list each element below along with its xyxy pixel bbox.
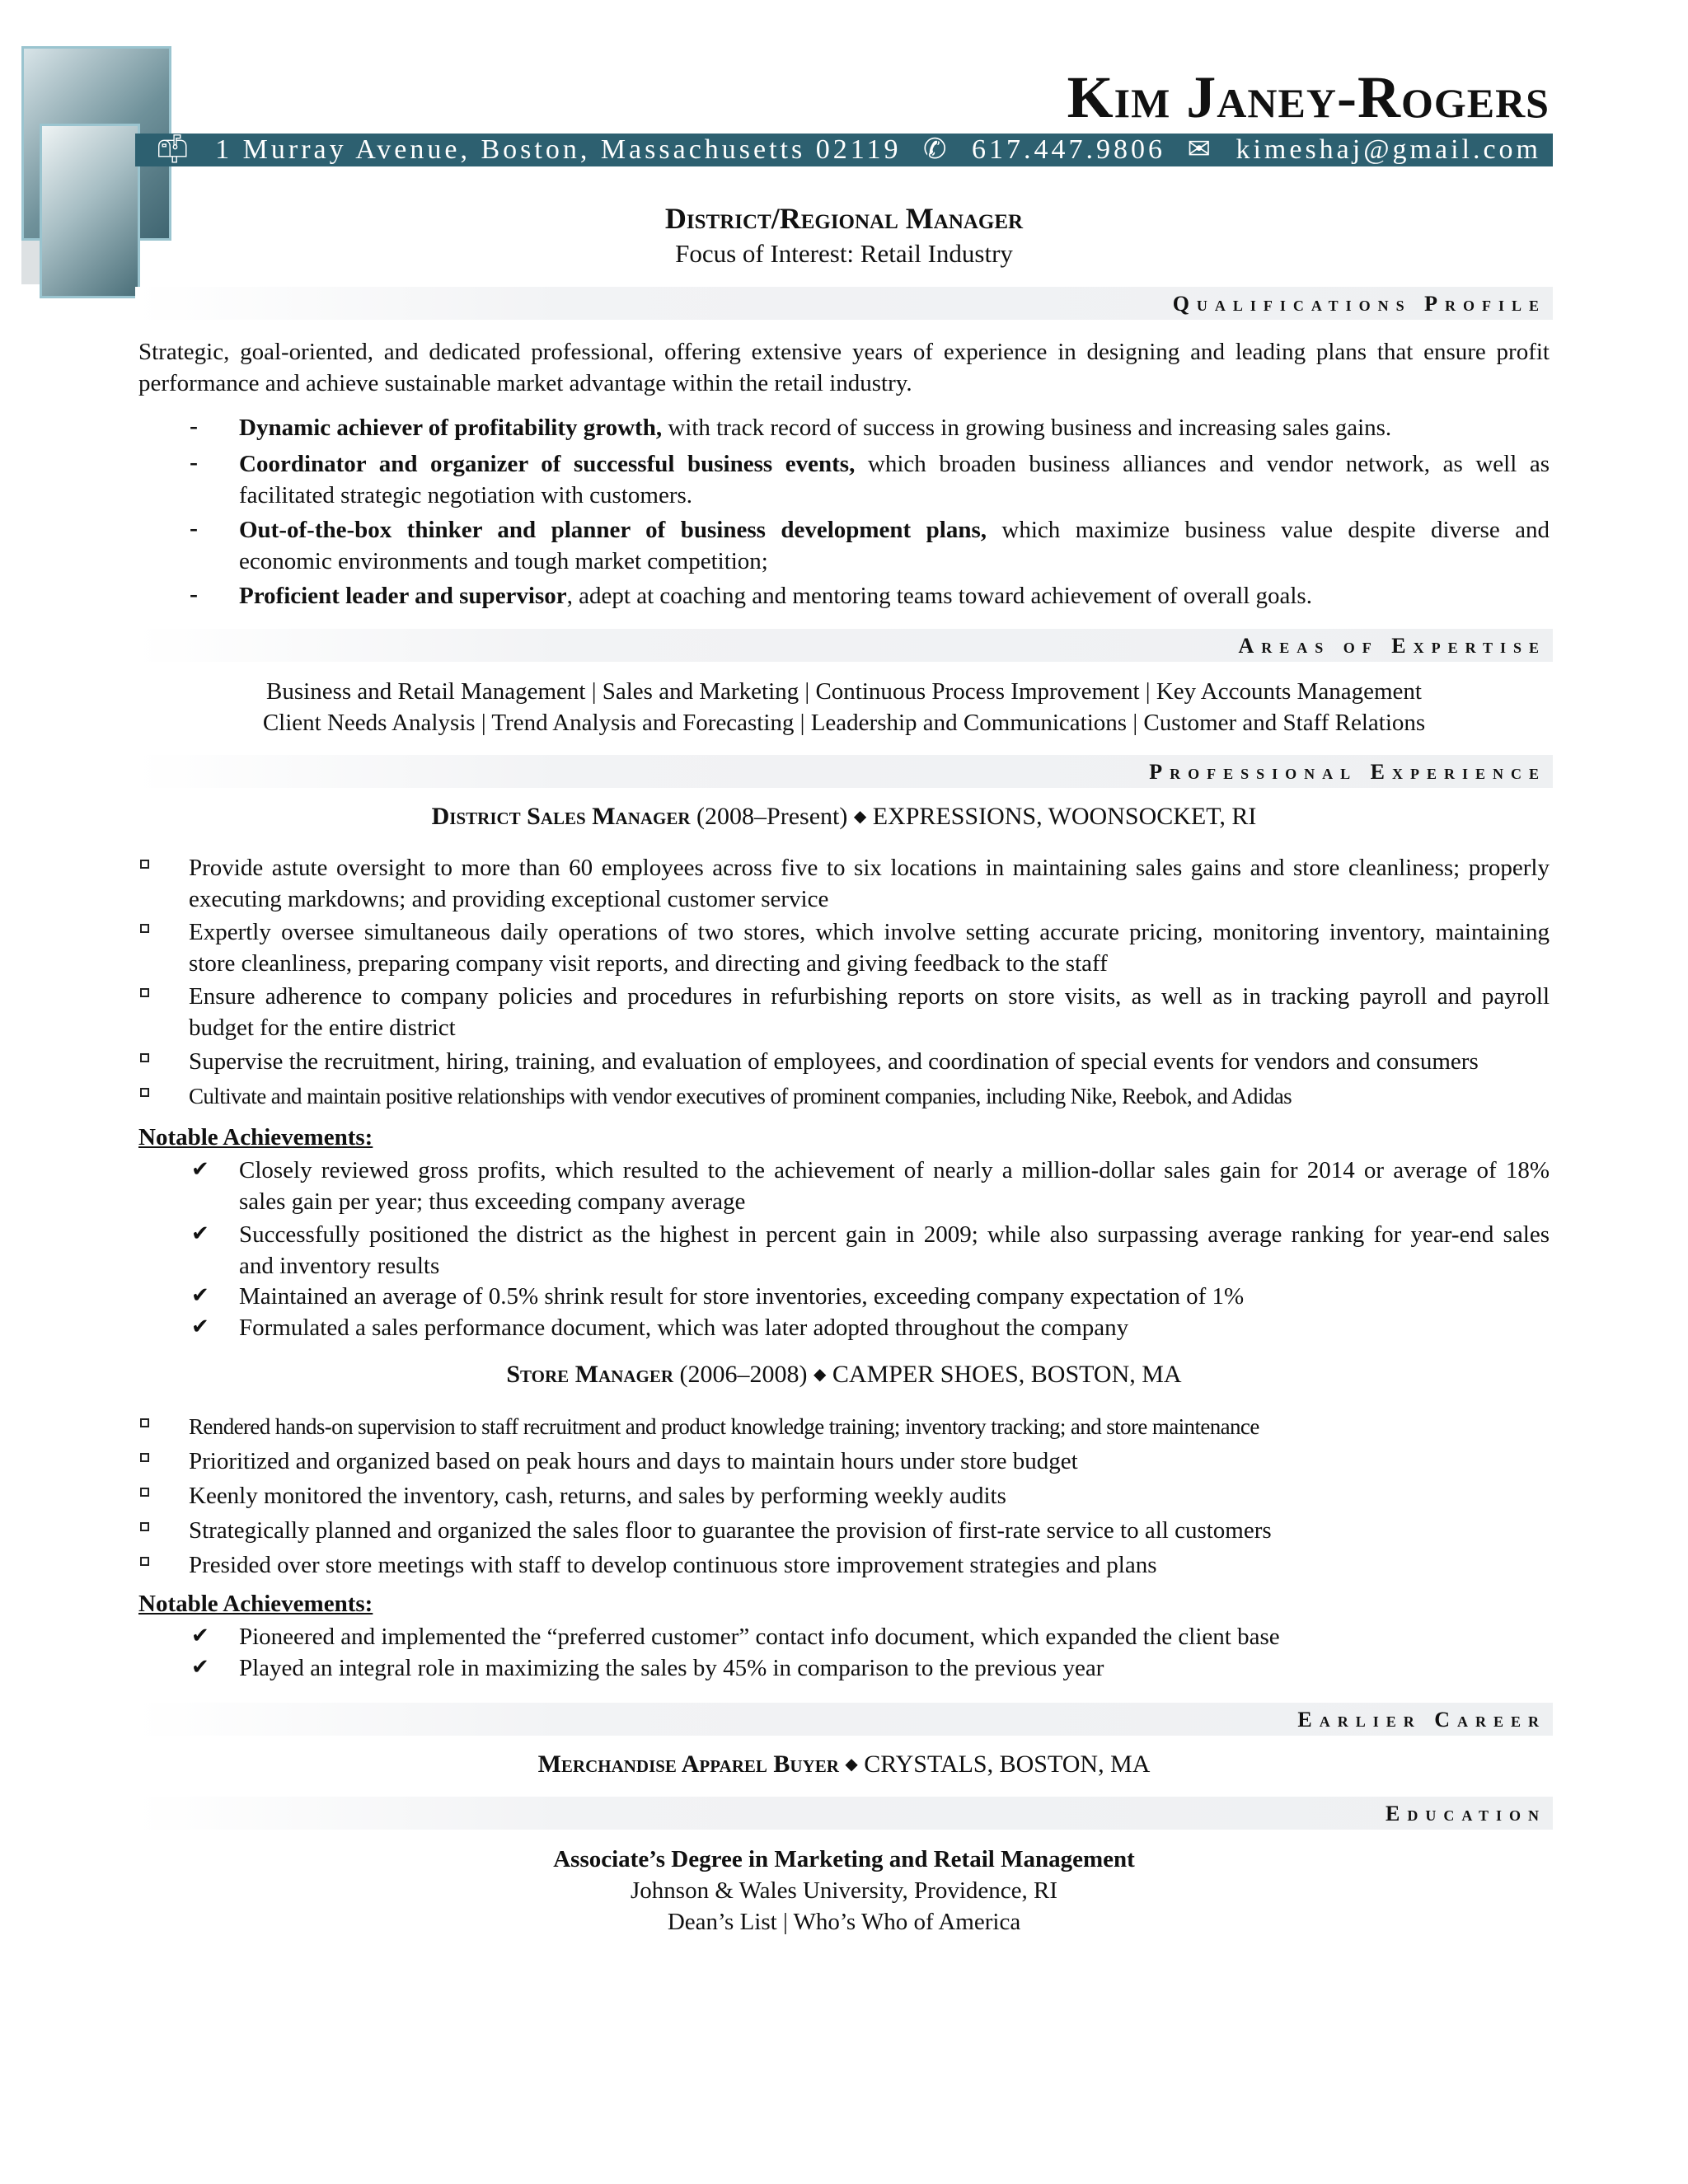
objective-title: District/Regional Manager xyxy=(664,202,1024,235)
duty-item: Prioritized and organized based on peak hours and days to maintain hours under store budget xyxy=(189,1448,1078,1474)
job-header-store-manager: Store Manager (2006–2008) ◆ CAMPER SHOES, BOSTON, MA xyxy=(506,1361,1182,1388)
qualification-bullet: Proficient leader and supervisor, adept at coaching and mentoring teams toward achievement of overall goals. xyxy=(239,583,1312,609)
email: kimeshaj@gmail.com xyxy=(1236,134,1541,165)
qualification-bullet: Dynamic achiever of profitability growth, with track record of success in growing business and increasing sales gains. xyxy=(239,415,1392,441)
section-heading-expertise: Areas of Expertise xyxy=(1238,634,1546,658)
job-header-merchandise-buyer: Merchandise Apparel Buyer ◆ CRYSTALS, BOSTON, MA xyxy=(537,1750,1151,1778)
check-icon: ✔ xyxy=(191,1283,209,1307)
square-bullet-icon xyxy=(140,1418,149,1427)
duty-item: Supervise the recruitment, hiring, training, and evaluation of employees, and coordination of special events for vendors and consumers xyxy=(189,1048,1479,1075)
section-heading-qualifications: Qualifications Profile xyxy=(1172,292,1546,316)
achievement-item: Played an integral role in maximizing the sales by 45% in comparison to the previous year xyxy=(239,1655,1104,1681)
section-bar-education xyxy=(135,1797,1553,1830)
bullet-dash: - xyxy=(190,448,198,476)
notable-achievements-label: Notable Achievements: xyxy=(138,1591,373,1617)
duty-item-cont: store cleanliness, preparing company visit reports, and directing and giving feedback to the staff xyxy=(189,950,1108,977)
section-heading-earlier-career: Earlier Career xyxy=(1297,1708,1546,1732)
check-icon: ✔ xyxy=(191,1624,209,1647)
square-bullet-icon xyxy=(140,1088,149,1097)
duty-item: Expertly oversee simultaneous daily operations of two stores, which involve setting accurate pricing, monitoring inventory, maintaining xyxy=(189,919,1550,945)
education-degree: Associate’s Degree in Marketing and Retail Management xyxy=(553,1846,1135,1872)
square-bullet-icon xyxy=(140,1522,149,1531)
achievement-item-cont: and inventory results xyxy=(239,1253,440,1279)
summary-line-1: Strategic, goal-oriented, and dedicated professional, offering extensive years of experience in designing and leading plans that ensure profit xyxy=(138,339,1550,365)
education-school: Johnson & Wales University, Providence, RI xyxy=(631,1877,1057,1904)
duty-item: Presided over store meetings with staff to develop continuous store improvement strategies and plans xyxy=(189,1552,1157,1578)
duty-item-cont: executing markdowns; and providing exceptional customer service xyxy=(189,886,829,912)
duty-item-cont: budget for the entire district xyxy=(189,1015,456,1041)
square-bullet-icon xyxy=(140,1453,149,1462)
achievement-item: Formulated a sales performance document, which was later adopted throughout the company xyxy=(239,1315,1129,1341)
duty-item: Provide astute oversight to more than 60 employees across five to six locations in maintaining sales gains and store cleanliness; properly xyxy=(189,855,1550,881)
achievement-item: Pioneered and implemented the “preferred customer” contact info document, which expanded the client base xyxy=(239,1624,1280,1650)
job-header-district-sales-manager: District Sales Manager (2008–Present) ◆ EXPRESSIONS, WOONSOCKET, RI xyxy=(431,803,1257,830)
section-heading-education: Education xyxy=(1385,1802,1546,1825)
notable-achievements-label: Notable Achievements: xyxy=(138,1124,373,1151)
envelope-icon: ✉ xyxy=(1187,134,1214,165)
achievement-item: Successfully positioned the district as the highest in percent gain in 2009; while also surpassing average ranking for year-end sales xyxy=(239,1221,1550,1248)
section-heading-experience: Professional Experience xyxy=(1149,760,1546,784)
address: 1 Murray Avenue, Boston, Massachusetts 02119 xyxy=(215,134,902,165)
summary-line-2: performance and achieve sustainable market advantage within the retail industry. xyxy=(138,370,912,396)
qualification-bullet-cont: economic environments and tough market competition; xyxy=(239,548,768,574)
bullet-dash: - xyxy=(190,514,198,541)
square-bullet-icon xyxy=(140,1557,149,1566)
duty-item: Strategically planned and organized the sales floor to guarantee the provision of first-rate service to all customers xyxy=(189,1517,1272,1544)
qualification-bullet-cont: facilitated strategic negotiation with customers. xyxy=(239,482,693,509)
bullet-dash: - xyxy=(190,580,198,607)
candidate-name: Kim Janey-Rogers xyxy=(1067,64,1550,130)
square-bullet-icon xyxy=(140,1488,149,1497)
square-bullet-icon xyxy=(140,860,149,869)
duty-item: Keenly monitored the inventory, cash, returns, and sales by performing weekly audits xyxy=(189,1483,1006,1509)
expertise-line-1: Business and Retail Management | Sales and Marketing | Continuous Process Improvement | Key Accounts Management xyxy=(266,678,1422,705)
square-bullet-icon xyxy=(140,924,149,933)
check-icon: ✔ xyxy=(191,1221,209,1245)
duty-item: Cultivate and maintain positive relationships with vendor executives of prominent companies, including Nike, Reebok, and Adidas xyxy=(189,1084,1292,1108)
qualification-bullet: Out-of-the-box thinker and planner of business development plans, which maximize business value despite diverse and xyxy=(239,517,1550,543)
objective-focus: Focus of Interest: Retail Industry xyxy=(675,239,1013,268)
duty-item: Ensure adherence to company policies and procedures in refurbishing reports on store visits, as well as in tracking payroll and payroll xyxy=(189,983,1550,1010)
achievement-item-cont: sales gain per year; thus exceeding company average xyxy=(239,1188,746,1215)
check-icon: ✔ xyxy=(191,1157,209,1181)
expertise-line-2: Client Needs Analysis | Trend Analysis and Forecasting | Leadership and Communications | Customer and Staff Relations xyxy=(262,710,1426,736)
education-honors: Dean’s List | Who’s Who of America xyxy=(667,1909,1021,1935)
bullet-dash: - xyxy=(190,412,198,439)
achievement-item: Closely reviewed gross profits, which resulted to the achievement of nearly a million-dollar sales gain for 2014 or average of 18% xyxy=(239,1157,1550,1183)
qualification-bullet: Coordinator and organizer of successful business events, which broaden business alliances and vendor network, as well as xyxy=(239,451,1550,477)
check-icon: ✔ xyxy=(191,1655,209,1679)
duty-item: Rendered hands-on supervision to staff recruitment and product knowledge training; inventory tracking; and store maintenance xyxy=(189,1414,1259,1439)
square-bullet-icon xyxy=(140,988,149,997)
phone: 617.447.9806 xyxy=(971,134,1165,165)
check-icon: ✔ xyxy=(191,1315,209,1338)
achievement-item: Maintained an average of 0.5% shrink result for store inventories, exceeding company expectation of 1% xyxy=(239,1283,1245,1310)
phone-icon: ✆ xyxy=(922,134,950,165)
mailbox-icon: 📫︎ xyxy=(154,134,194,165)
square-bullet-icon xyxy=(140,1053,149,1062)
contact-bar xyxy=(135,134,1553,166)
